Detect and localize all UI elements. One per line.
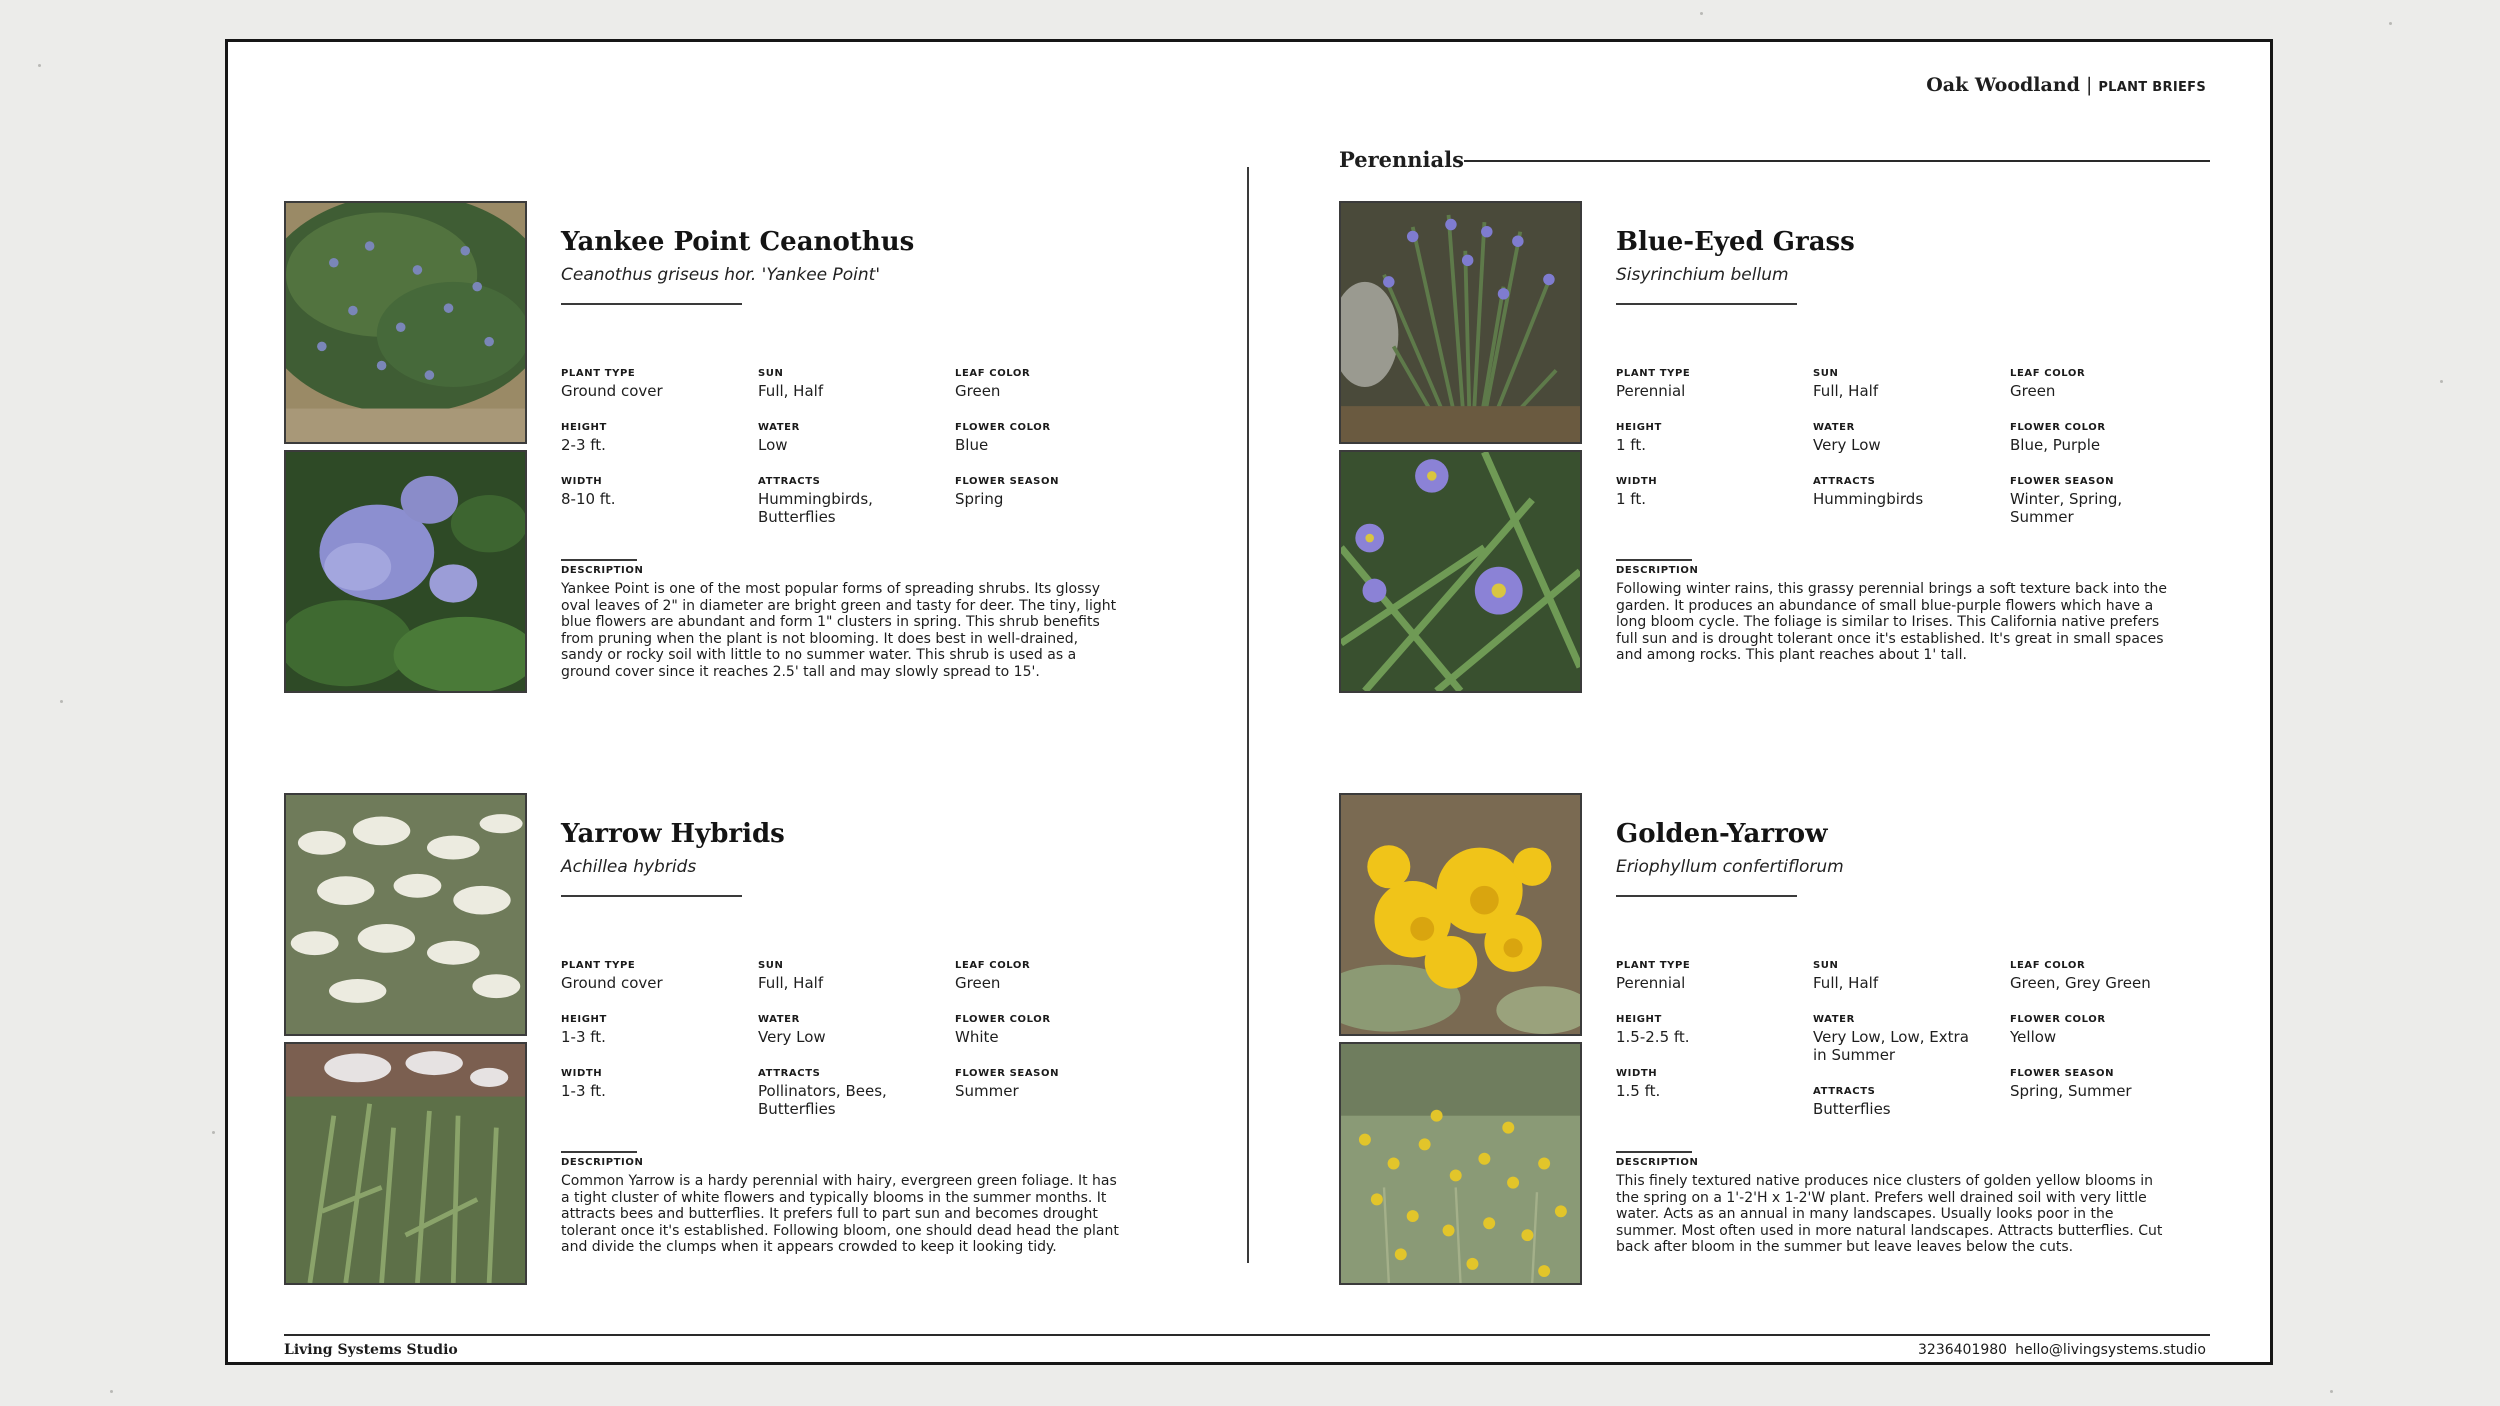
attr-attracts (1813, 1086, 2003, 1118)
paper-speck (2389, 22, 2392, 25)
attr-height (1616, 422, 1806, 454)
plant-scientific-name: Ceanothus griseus hor. 'Yankee Point' (561, 265, 881, 285)
attr-flower-color (2010, 422, 2200, 454)
attr-value: 1-3 ft. (561, 1028, 606, 1046)
plant-name: Yankee Point Ceanothus (561, 227, 915, 257)
attr-attracts (1813, 476, 2003, 508)
paper-speck (38, 64, 41, 67)
attr-value: Butterflies (1813, 1100, 1891, 1118)
description-label: DESCRIPTION (1616, 565, 1699, 576)
footer-studio-name: Living Systems Studio (284, 1342, 458, 1358)
attr-label: WIDTH (561, 476, 603, 487)
attr-flower-color (955, 1014, 1145, 1046)
attr-value: Green (955, 382, 1001, 400)
attr-label: LEAF COLOR (2010, 960, 2086, 971)
attr-value: Winter, Spring, Summer (2010, 490, 2123, 526)
paper-speck (2440, 380, 2443, 383)
attr-height (561, 422, 751, 454)
attr-label: SUN (758, 368, 784, 379)
plant-photo-ground-cover (284, 201, 527, 444)
plant-name: Blue-Eyed Grass (1616, 227, 1855, 257)
attr-label: HEIGHT (561, 422, 607, 433)
attr-label: FLOWER SEASON (955, 476, 1060, 487)
attr-value: 1.5-2.5 ft. (1616, 1028, 1690, 1046)
attr-value: Green, Grey Green (2010, 974, 2151, 992)
attr-value: Spring, Summer (2010, 1082, 2132, 1100)
attr-leaf-color (955, 960, 1145, 992)
attr-value: Ground cover (561, 974, 663, 992)
attr-plant-type (561, 960, 751, 992)
plant-photo-flower-field (284, 793, 527, 1036)
attr-value: Full, Half (758, 382, 824, 400)
plant-scientific-name: Achillea hybrids (561, 857, 697, 877)
header-brand (1926, 74, 2206, 96)
plant-photo-flower-closeup (1339, 450, 1582, 693)
description-rule (561, 559, 637, 561)
attr-value: Green (2010, 382, 2056, 400)
attr-label: FLOWER SEASON (2010, 476, 2115, 487)
attr-value: 8-10 ft. (561, 490, 616, 508)
paper-speck (212, 1131, 215, 1134)
plant-photo-grass-clump (1339, 201, 1582, 444)
footer-rule (284, 1334, 2210, 1336)
plant-card-golden-yarrow (1339, 793, 2239, 1285)
attr-label: LEAF COLOR (2010, 368, 2086, 379)
plant-description: Yankee Point is one of the most popular forms of spreading shrubs. Its glossy oval leaves of 2" in diameter are bright green and tasty for deer. The tiny, light blue flowers are abundant and form 1" clusters in spring. This shrub benefits from pruning when the plant is not blooming. It does best in well-drained, sandy or rocky soil with little to no summer water. This shrub is used as a ground cover since it reaches 2.5' tall and may slowly spread to 15'. (561, 581, 1117, 680)
attr-sun (758, 368, 948, 400)
attr-water (1813, 1014, 1983, 1064)
section-title: Perennials (1339, 147, 1464, 172)
attr-water (758, 422, 948, 454)
attr-flower-season (955, 476, 1145, 508)
attr-label: WATER (758, 1014, 800, 1025)
attr-value: 1 ft. (1616, 490, 1646, 508)
plant-card-yarrow-hybrids (284, 793, 1184, 1285)
attr-leaf-color (955, 368, 1145, 400)
attr-label: FLOWER COLOR (2010, 422, 2106, 433)
attr-value: Hummingbirds, Butterflies (758, 490, 873, 526)
attr-label: PLANT TYPE (1616, 368, 1691, 379)
attr-label: PLANT TYPE (561, 960, 636, 971)
attr-width (1616, 476, 1806, 508)
brand-subtitle: PLANT BRIEFS (2098, 80, 2206, 95)
attr-label: HEIGHT (561, 1014, 607, 1025)
attr-label: ATTRACTS (758, 1068, 821, 1079)
brand-name: Oak Woodland (1926, 74, 2080, 96)
attr-label: WATER (1813, 422, 1855, 433)
attr-leaf-color (2010, 960, 2200, 992)
attr-label: SUN (758, 960, 784, 971)
plant-description: This finely textured native produces nice clusters of golden yellow blooms in the spring on a 1'-2'H x 1-2'W plant. Prefers well drained soil with very little water. Acts as an annual in many landscapes. Usually looks poor in the summer. Most often used in more natural landscapes. Attracts butterflies. Cut back after bloom in the summer but leave leaves below the cuts. (1616, 1173, 2163, 1256)
attr-water (758, 1014, 948, 1046)
name-rule (1616, 895, 1797, 897)
description-rule (1616, 559, 1692, 561)
paper-speck (2330, 1390, 2333, 1393)
attr-label: SUN (1813, 960, 1839, 971)
column-divider (1247, 167, 1249, 1263)
paper-speck (110, 1390, 113, 1393)
section-rule (1464, 160, 2210, 162)
plant-description: Following winter rains, this grassy perennial brings a soft texture back into the garden. It produces an abundance of small blue-purple flowers which have a long bloom cycle. The foliage is similar to Irises. This California native prefers full sun and is drought tolerant once it's established. It's great in small spaces and among rocks. This plant reaches about 1' tall. (1616, 581, 2168, 664)
attr-label: ATTRACTS (1813, 476, 1876, 487)
attr-label: SUN (1813, 368, 1839, 379)
attr-plant-type (1616, 368, 1806, 400)
description-label: DESCRIPTION (561, 565, 644, 576)
attr-value: Green (955, 974, 1001, 992)
attr-value: Spring (955, 490, 1004, 508)
attr-label: FLOWER SEASON (2010, 1068, 2115, 1079)
attr-label: FLOWER SEASON (955, 1068, 1060, 1079)
plant-scientific-name: Eriophyllum confertiflorum (1616, 857, 1844, 877)
attr-label: WIDTH (1616, 476, 1658, 487)
paper-speck (1700, 12, 1703, 15)
attr-value: Low (758, 436, 788, 454)
attr-value: Very Low (1813, 436, 1881, 454)
attr-width (561, 476, 751, 508)
attr-label: PLANT TYPE (561, 368, 636, 379)
attr-plant-type (561, 368, 751, 400)
attr-label: PLANT TYPE (1616, 960, 1691, 971)
attr-label: HEIGHT (1616, 1014, 1662, 1025)
attr-water (1813, 422, 2003, 454)
attr-value: Full, Half (1813, 974, 1879, 992)
attr-label: WIDTH (561, 1068, 603, 1079)
plant-photo-foliage (284, 1042, 527, 1285)
plant-photo-shrub-in-bloom (1339, 1042, 1582, 1285)
attr-attracts (758, 476, 898, 526)
attr-value: Full, Half (758, 974, 824, 992)
attr-value: White (955, 1028, 999, 1046)
attr-label: ATTRACTS (758, 476, 821, 487)
plant-name: Golden-Yarrow (1616, 819, 1828, 849)
footer-email[interactable]: hello@livingsystems.studio (2015, 1342, 2206, 1358)
attr-label: ATTRACTS (1813, 1086, 1876, 1097)
attr-sun (1813, 960, 2003, 992)
attr-value: Full, Half (1813, 382, 1879, 400)
attr-label: WIDTH (1616, 1068, 1658, 1079)
attr-leaf-color (2010, 368, 2200, 400)
attr-label: LEAF COLOR (955, 368, 1031, 379)
plant-scientific-name: Sisyrinchium bellum (1616, 265, 1789, 285)
plant-photo-flower-closeup (1339, 793, 1582, 1036)
footer-phone: 3236401980 (1918, 1342, 2008, 1358)
attr-value: Hummingbirds (1813, 490, 1924, 508)
footer-contact (1918, 1342, 2206, 1358)
attr-value: Very Low, Low, Extra in Summer (1813, 1028, 1969, 1064)
attr-label: WATER (1813, 1014, 1855, 1025)
attr-value: 1.5 ft. (1616, 1082, 1661, 1100)
description-rule (1616, 1151, 1692, 1153)
attr-sun (1813, 368, 2003, 400)
plant-name: Yarrow Hybrids (561, 819, 785, 849)
attr-attracts (758, 1068, 908, 1118)
attr-label: FLOWER COLOR (2010, 1014, 2106, 1025)
plant-briefs-sheet (225, 39, 2273, 1365)
attr-flower-color (955, 422, 1145, 454)
attr-flower-color (2010, 1014, 2200, 1046)
attr-flower-season (955, 1068, 1145, 1100)
attr-label: HEIGHT (1616, 422, 1662, 433)
attr-value: Yellow (2010, 1028, 2057, 1046)
attr-value: Perennial (1616, 974, 1686, 992)
name-rule (561, 895, 742, 897)
description-rule (561, 1151, 637, 1153)
attr-value: Pollinators, Bees, Butterflies (758, 1082, 887, 1118)
attr-value: 1-3 ft. (561, 1082, 606, 1100)
plant-card-yankee-point-ceanothus (284, 201, 1184, 693)
attr-label: FLOWER COLOR (955, 422, 1051, 433)
attr-flower-season (2010, 1068, 2200, 1100)
attr-width (1616, 1068, 1806, 1100)
attr-value: Ground cover (561, 382, 663, 400)
attr-value: Very Low (758, 1028, 826, 1046)
attr-value: Perennial (1616, 382, 1686, 400)
attr-label: WATER (758, 422, 800, 433)
attr-value: 2-3 ft. (561, 436, 606, 454)
plant-description: Common Yarrow is a hardy perennial with hairy, evergreen green foliage. It has a tight cluster of white flowers and typically blooms in the summer months. It attracts bees and butterflies. It prefers full to part sun and becomes drought tolerant once it's established. Following bloom, one should dead head the plant and divide the clumps when it appears crowded to keep it looking tidy. (561, 1173, 1119, 1256)
attr-value: 1 ft. (1616, 436, 1646, 454)
name-rule (561, 303, 742, 305)
description-label: DESCRIPTION (1616, 1157, 1699, 1168)
plant-card-blue-eyed-grass (1339, 201, 2239, 693)
attr-label: LEAF COLOR (955, 960, 1031, 971)
plant-photo-flower-closeup (284, 450, 527, 693)
attr-value: Blue, Purple (2010, 436, 2101, 454)
description-label: DESCRIPTION (561, 1157, 644, 1168)
attr-height (561, 1014, 751, 1046)
attr-height (1616, 1014, 1806, 1046)
attr-flower-season (2010, 476, 2150, 526)
attr-plant-type (1616, 960, 1806, 992)
paper-speck (60, 700, 63, 703)
attr-width (561, 1068, 751, 1100)
attr-label: FLOWER COLOR (955, 1014, 1051, 1025)
attr-value: Blue (955, 436, 989, 454)
attr-sun (758, 960, 948, 992)
name-rule (1616, 303, 1797, 305)
attr-value: Summer (955, 1082, 1019, 1100)
brand-separator: | (2085, 74, 2093, 96)
